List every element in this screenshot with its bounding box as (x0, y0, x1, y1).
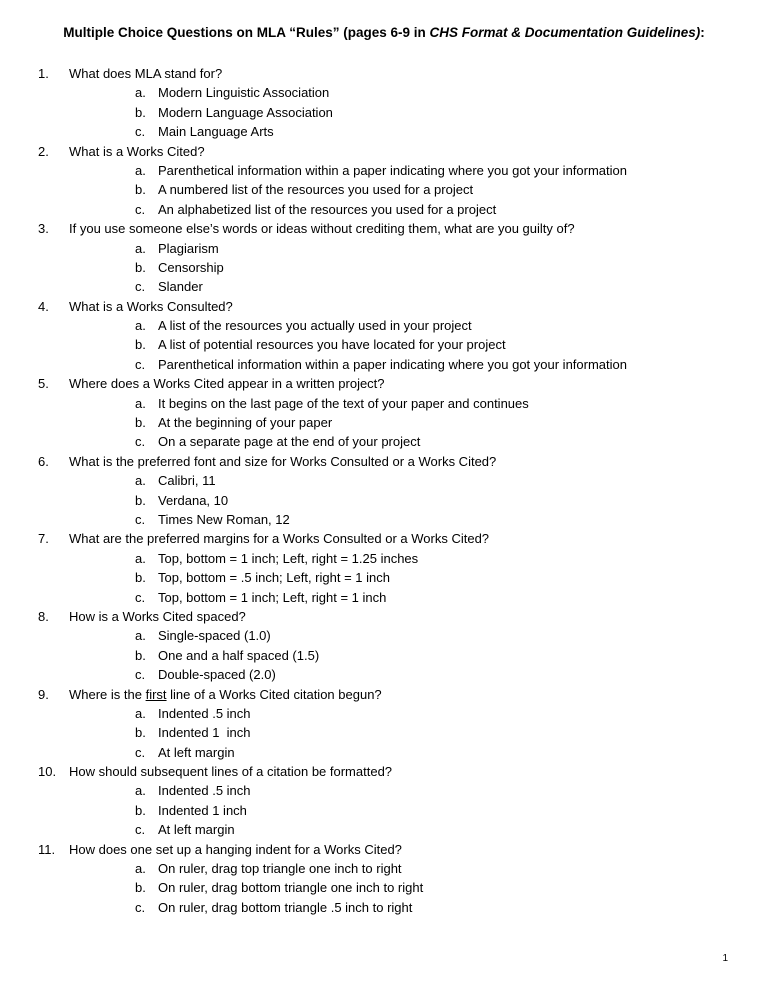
option-letter: a. (135, 628, 146, 644)
answer-option (38, 588, 738, 607)
answer-option (38, 743, 738, 762)
answer-option (38, 568, 738, 587)
answer-option (38, 704, 738, 723)
question-text: Where does a Works Cited appear in a written project? (69, 376, 385, 392)
option-text: Indented .5 inch (158, 783, 251, 799)
question (38, 374, 738, 393)
question (38, 64, 738, 83)
answer-option (38, 277, 738, 296)
answer-option (38, 491, 738, 510)
option-text: Calibri, 11 (158, 473, 216, 489)
option-text: At left margin (158, 744, 235, 760)
option-text: Top, bottom = 1 inch; Left, right = 1.25 inches (158, 550, 419, 566)
question-text: How is a Works Cited spaced? (69, 608, 246, 624)
option-text: On a separate page at the end of your project (158, 434, 421, 450)
option-letter: b. (135, 415, 146, 431)
answer-option (38, 355, 738, 374)
answer-option (38, 801, 738, 820)
answer-option (38, 161, 738, 180)
answer-option (38, 665, 738, 684)
question-text: What is the preferred font and size for Works Consulted or a Works Cited? (69, 453, 497, 469)
option-letter: c. (135, 201, 146, 217)
question-text (69, 685, 382, 704)
option-letter: c. (135, 124, 146, 140)
answer-option (38, 335, 738, 354)
title-italic: CHS Format & Documentation Guidelines) (429, 25, 701, 40)
answer-option (38, 898, 738, 917)
question-text: How does one set up a hanging indent for a Works Cited? (69, 841, 402, 857)
question-text: What is a Works Cited? (69, 143, 205, 159)
option-text: At the beginning of your paper (158, 415, 333, 431)
answer-option (38, 83, 738, 102)
option-text: A list of the resources you actually used in your project (158, 318, 472, 334)
question-number: 8. (38, 608, 49, 624)
question-text: What are the preferred margins for a Works Consulted or a Works Cited? (69, 531, 490, 547)
option-text: On ruler, drag top triangle one inch to right (158, 861, 402, 877)
option-letter: c. (135, 279, 146, 295)
option-text: An alphabetized list of the resources you used for a project (158, 201, 497, 217)
question-number: 10. (38, 764, 57, 780)
option-text: Indented 1 inch (158, 725, 251, 741)
answer-option (38, 103, 738, 122)
question (38, 607, 738, 626)
option-letter: b. (135, 570, 146, 586)
option-letter: a. (135, 473, 146, 489)
question (38, 529, 738, 548)
title-suffix: : (700, 25, 705, 40)
option-letter: a. (135, 395, 146, 411)
option-text: Top, bottom = 1 inch; Left, right = 1 inch (158, 589, 387, 605)
option-letter: b. (135, 104, 146, 120)
question (38, 219, 738, 238)
answer-option (38, 781, 738, 800)
option-text: Modern Linguistic Association (158, 85, 330, 101)
option-letter: a. (135, 318, 146, 334)
option-text: On ruler, drag bottom triangle one inch to right (158, 880, 424, 896)
answer-option (38, 316, 738, 335)
option-letter: c. (135, 899, 146, 915)
option-letter: c. (135, 589, 146, 605)
option-letter: c. (135, 744, 146, 760)
option-letter: a. (135, 550, 146, 566)
page-title (0, 25, 768, 40)
title-prefix: Multiple Choice Questions on MLA “Rules” (pages 6-9 in (63, 25, 430, 40)
answer-option (38, 239, 738, 258)
question-number: 7. (38, 531, 49, 547)
option-text: Indented 1 inch (158, 802, 247, 818)
option-text: Indented .5 inch (158, 705, 251, 721)
option-letter: c. (135, 434, 146, 450)
option-letter: b. (135, 337, 146, 353)
question-number: 9. (38, 686, 49, 702)
question-number: 2. (38, 143, 49, 159)
answer-option (38, 200, 738, 219)
answer-option (38, 820, 738, 839)
option-text: A numbered list of the resources you used for a project (158, 182, 474, 198)
question (38, 840, 738, 859)
answer-option (38, 471, 738, 490)
answer-option (38, 859, 738, 878)
option-letter: a. (135, 85, 146, 101)
option-letter: c. (135, 822, 146, 838)
option-letter: a. (135, 240, 146, 256)
option-text: One and a half spaced (1.5) (158, 647, 320, 663)
option-letter: b. (135, 880, 146, 896)
question-number: 6. (38, 453, 49, 469)
option-letter: c. (135, 667, 146, 683)
option-letter: c. (135, 511, 146, 527)
question-text: How should subsequent lines of a citation be formatted? (69, 764, 393, 780)
option-letter: b. (135, 725, 146, 741)
option-text: Parenthetical information within a paper indicating where you got your information (158, 356, 627, 372)
answer-option (38, 122, 738, 141)
answer-option (38, 878, 738, 897)
question-number: 1. (38, 66, 49, 81)
option-text: Top, bottom = .5 inch; Left, right = 1 inch (158, 570, 390, 586)
option-text: Slander (158, 279, 203, 295)
question-number: 4. (38, 298, 49, 314)
page-number: 1 (722, 953, 728, 964)
option-text: Double-spaced (2.0) (158, 667, 276, 683)
answer-option (38, 510, 738, 529)
question (38, 452, 738, 471)
question (38, 142, 738, 161)
answer-option (38, 549, 738, 568)
option-letter: a. (135, 861, 146, 877)
option-text: On ruler, drag bottom triangle .5 inch to right (158, 899, 413, 915)
question-number: 5. (38, 376, 49, 392)
option-text: Times New Roman, 12 (158, 511, 290, 527)
question-text: If you use someone else’s words or ideas without crediting them, what are you guilty of? (69, 221, 575, 237)
option-text: Single-spaced (1.0) (158, 628, 271, 644)
option-letter: b. (135, 647, 146, 663)
question (38, 685, 738, 704)
option-letter: b. (135, 259, 146, 275)
question-text-before: Where is the (69, 686, 146, 702)
option-text: Modern Language Association (158, 104, 333, 120)
option-letter: b. (135, 182, 146, 198)
option-text: Censorship (158, 259, 224, 275)
question-number: 11. (38, 841, 56, 857)
option-letter: b. (135, 492, 146, 508)
answer-option (38, 394, 738, 413)
answer-option (38, 432, 738, 451)
question-text-underlined: first (145, 686, 167, 702)
option-text: Main Language Arts (158, 124, 274, 140)
answer-option (38, 723, 738, 742)
answer-option (38, 258, 738, 277)
question-list (38, 64, 738, 917)
answer-option (38, 626, 738, 645)
question-text: What is a Works Consulted? (69, 298, 233, 314)
question-text-after: line of a Works Cited citation begun? (166, 686, 382, 702)
option-letter: a. (135, 162, 146, 178)
option-text: Verdana, 10 (158, 492, 229, 508)
option-text: Plagiarism (158, 240, 219, 256)
question-text: What does MLA stand for? (69, 66, 223, 81)
question (38, 762, 738, 781)
option-letter: a. (135, 783, 146, 799)
option-letter: c. (135, 356, 146, 372)
answer-option (38, 180, 738, 199)
option-letter: b. (135, 802, 146, 818)
answer-option (38, 413, 738, 432)
question (38, 297, 738, 316)
option-text: A list of potential resources you have located for your project (158, 337, 506, 353)
option-letter: a. (135, 705, 146, 721)
question-number: 3. (38, 221, 49, 237)
option-text: It begins on the last page of the text of your paper and continues (158, 395, 529, 411)
option-text: At left margin (158, 822, 235, 838)
option-text: Parenthetical information within a paper indicating where you got your information (158, 162, 627, 178)
answer-option (38, 646, 738, 665)
